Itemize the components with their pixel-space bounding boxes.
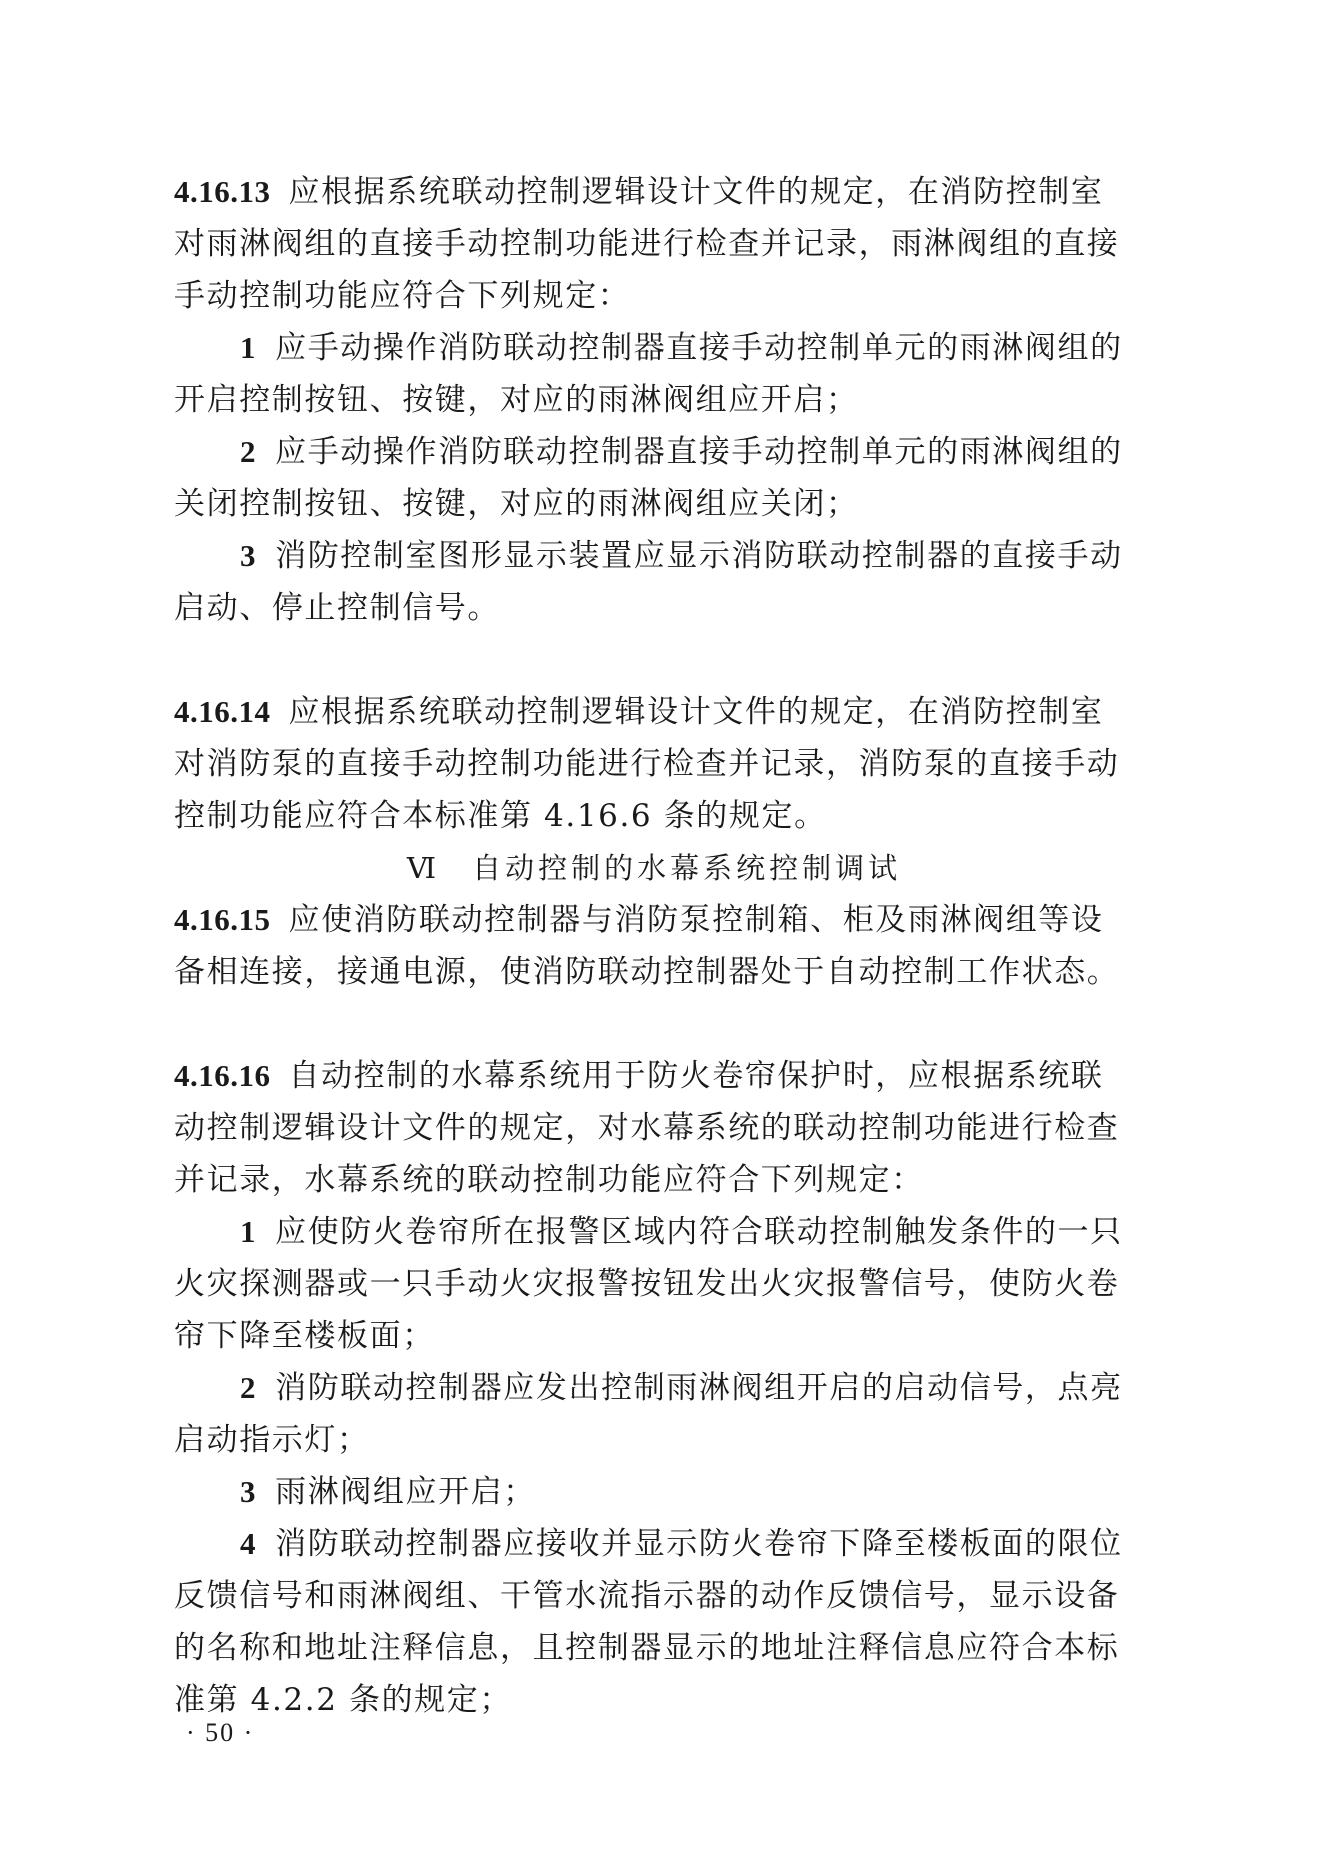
page-number: · 50 · [186, 1718, 255, 1747]
clause-number: 4.16.15 [174, 902, 271, 937]
item-text: 应手动操作消防联动控制器直接手动控制单元的雨淋阀组的开启控制按钮、按键，对应的雨淋阀组应开启； [174, 330, 1123, 418]
section-roman-numeral: Ⅵ [406, 853, 441, 885]
item-text: 应手动操作消防联动控制器直接手动控制单元的雨淋阀组的关闭控制按钮、按键，对应的雨淋阀组应关闭； [174, 434, 1123, 522]
list-item [174, 426, 1134, 530]
clause-text: 应根据系统联动控制逻辑设计文件的规定，在消防控制室对雨淋阀组的直接手动控制功能进行检查并记录，雨淋阀组的直接手动控制功能应符合下列规定： [174, 174, 1120, 314]
clause-number: 4.16.16 [174, 1058, 271, 1093]
clause-paragraph [174, 894, 1134, 998]
item-text: 雨淋阀组应开启； [275, 1474, 536, 1510]
item-text: 消防联动控制器应接收并显示防火卷帘下降至楼板面的限位反馈信号和雨淋阀组、干管水流指示器的动作反馈信号，显示设备的名称和地址注释信息，且控制器显示的地址注释信息应符合本标准第 4.2.2 条的规定； [174, 1526, 1123, 1718]
list-item [174, 1206, 1134, 1362]
item-number: 2 [240, 434, 258, 469]
clause-4-16-15 [174, 894, 1134, 998]
item-number: 2 [240, 1370, 258, 1405]
clause-4-16-13 [174, 166, 1134, 634]
section-title [174, 842, 1134, 895]
item-number: 3 [240, 1474, 258, 1509]
section-title-text: 自动控制的水幕系统控制调试 [472, 851, 902, 885]
clause-text: 自动控制的水幕系统用于防火卷帘保护时，应根据系统联动控制逻辑设计文件的规定，对水幕系统的联动控制功能进行检查并记录，水幕系统的联动控制功能应符合下列规定： [174, 1058, 1120, 1198]
list-item [174, 322, 1134, 426]
clause-4-16-14 [174, 686, 1134, 842]
list-item [174, 1518, 1134, 1726]
item-text: 消防联动控制器应发出控制雨淋阀组开启的启动信号，点亮启动指示灯； [174, 1370, 1123, 1458]
item-number: 1 [240, 330, 258, 365]
clause-paragraph [174, 166, 1134, 322]
item-text: 应使防火卷帘所在报警区域内符合联动控制触发条件的一只火灾探测器或一只手动火灾报警按钮发出火灾报警信号，使防火卷帘下降至楼板面； [174, 1214, 1123, 1354]
clause-text: 应根据系统联动控制逻辑设计文件的规定，在消防控制室对消防泵的直接手动控制功能进行检查并记录，消防泵的直接手动控制功能应符合本标准第 4.16.6 条的规定。 [174, 694, 1120, 834]
item-text: 消防控制室图形显示装置应显示消防联动控制器的直接手动启动、停止控制信号。 [174, 538, 1123, 626]
clause-paragraph [174, 686, 1134, 842]
item-number: 3 [240, 538, 258, 573]
list-item [174, 530, 1134, 634]
item-number: 1 [240, 1214, 258, 1249]
item-number: 4 [240, 1526, 258, 1561]
clause-number: 4.16.14 [174, 694, 271, 729]
list-item [174, 1362, 1134, 1466]
clause-text: 应使消防联动控制器与消防泵控制箱、柜及雨淋阀组等设备相连接，接通电源，使消防联动控制器处于自动控制工作状态。 [174, 902, 1120, 990]
clause-paragraph [174, 1050, 1134, 1206]
list-item [174, 1466, 1134, 1518]
clause-number: 4.16.13 [174, 174, 271, 209]
clause-4-16-16 [174, 1050, 1134, 1726]
